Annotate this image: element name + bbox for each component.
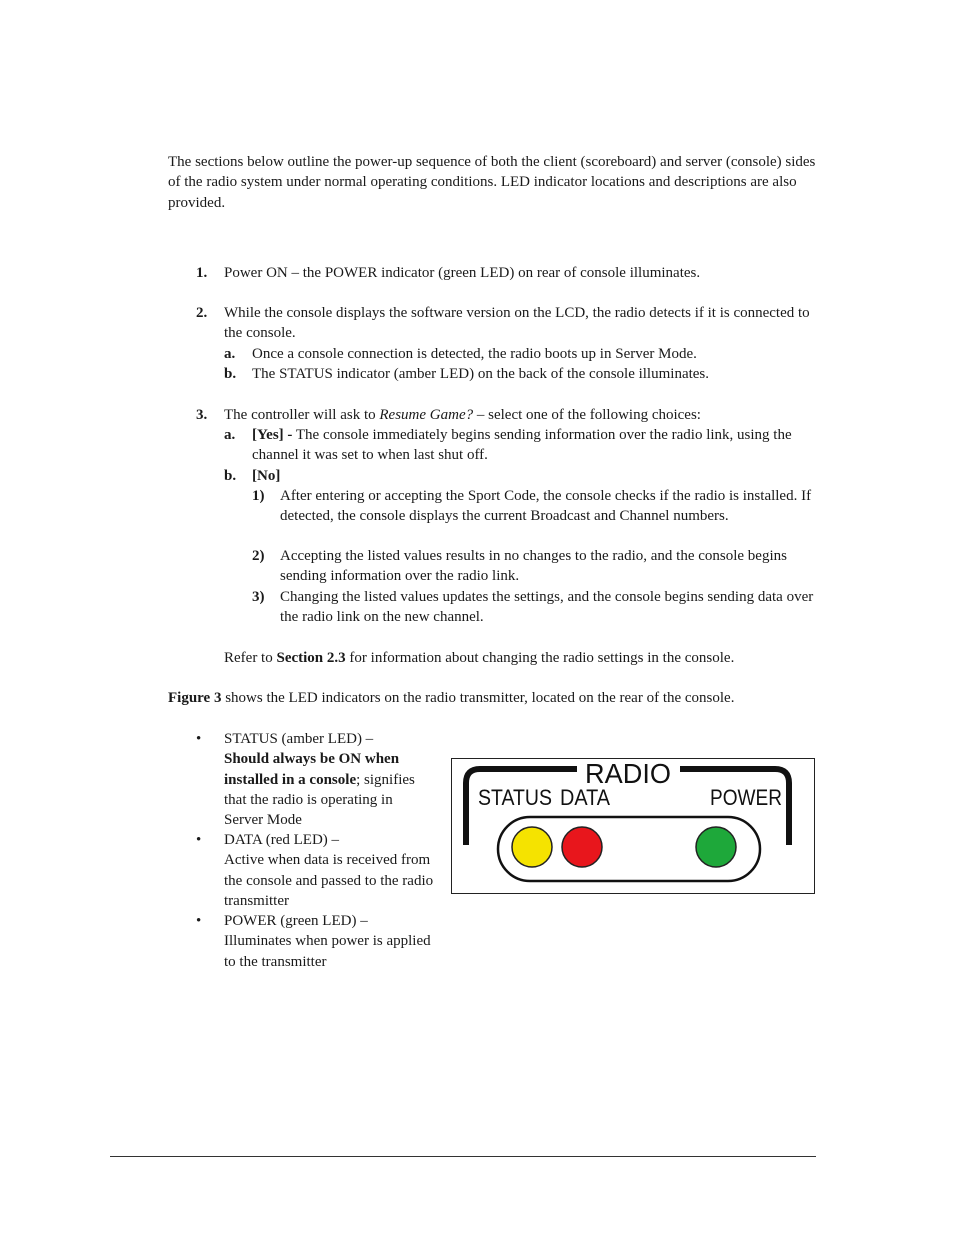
status-led [512, 827, 552, 867]
step-number: 2. [196, 305, 208, 321]
step-number: 1. [196, 265, 208, 281]
data-label: DATA [560, 785, 611, 810]
item-text: After entering or accepting the Sport Code, the console checks if the radio is installed. If detected, the console displays the current Broadcast and Channel numbers. [280, 488, 812, 525]
bullet-marker: • [196, 731, 202, 747]
step-text: Power ON – the POWER indicator (green LED) on rear of console illuminates. [224, 265, 701, 281]
substep-letter: a. [224, 427, 236, 443]
section-reference [224, 648, 820, 668]
item-number: 2) [252, 548, 265, 564]
step-text-after: – select one of the following choices: [473, 407, 701, 423]
radio-led-figure [451, 758, 815, 894]
bullet-text [224, 830, 434, 911]
resume-game-prompt: Resume Game? [379, 407, 474, 423]
status-label: STATUS [478, 785, 552, 810]
substep-letter: b. [224, 468, 237, 484]
step-number: 3. [196, 407, 208, 423]
bullet-description: Active when data is received from the console and passed to the radio transmitter [224, 852, 434, 909]
bullet-description: Illuminates when power is applied to the transmitter [224, 933, 431, 970]
power-led [696, 827, 736, 867]
bullet-text [224, 911, 434, 972]
data-led [562, 827, 602, 867]
substep-text: Once a console connection is detected, the radio boots up in Server Mode. [252, 346, 697, 362]
bullet-marker: • [196, 832, 202, 848]
substep-text [252, 425, 818, 466]
bullet-emphasis: Should always be ON when installed in a console [224, 751, 400, 788]
substep-letter: a. [224, 346, 236, 362]
section-link-text: Section 2.3 [276, 650, 346, 666]
bullet-title: POWER (green LED) – [224, 913, 368, 929]
yes-option-text: The console immediately begins sending information over the radio link, using the channel it was set to when last shut off. [252, 427, 792, 464]
power-label: POWER [710, 785, 782, 810]
item-text: Accepting the listed values results in no changes to the radio, and the console begins sending information over the radio link. [280, 548, 787, 585]
item-number: 1) [252, 488, 265, 504]
refer-after: for information about changing the radio settings in the console. [345, 650, 735, 666]
substep-text: The STATUS indicator (amber LED) on the back of the console illuminates. [252, 366, 710, 382]
bullet-title: DATA (red LED) – [224, 832, 340, 848]
step-text-before: The controller will ask to [224, 407, 380, 423]
figure-reference [168, 688, 828, 708]
no-option-label: [No] [252, 468, 281, 484]
intro-paragraph: The sections below outline the power-up sequence of both the client (scoreboard) and server (console) sides of the radio system under normal operating conditions. LED indicator locations and descriptions are also provided. [168, 154, 816, 211]
item-text: Changing the listed values updates the settings, and the console begins sending data over the radio link on the new channel. [280, 589, 814, 626]
figure-ref-text: shows the LED indicators on the radio transmitter, located on the rear of the console. [221, 690, 735, 706]
refer-before: Refer to [224, 650, 277, 666]
bullet-marker: • [196, 913, 202, 929]
radio-panel-illustration [452, 759, 814, 893]
bullet-title: STATUS (amber LED) – [224, 731, 374, 747]
step-text [224, 405, 820, 425]
bullet-text [224, 729, 434, 830]
figure-label: Figure 3 [168, 690, 222, 706]
radio-title: RADIO [585, 759, 671, 789]
footer-rule [110, 1156, 816, 1157]
item-number: 3) [252, 589, 265, 605]
step-text: While the console displays the software version on the LCD, the radio detects if it is connected to the console. [224, 305, 810, 342]
substep-letter: b. [224, 366, 237, 382]
bullet-description: ; signifies that the radio is operating in Server Mode [224, 771, 415, 829]
yes-option-label: [Yes] - [252, 427, 293, 443]
